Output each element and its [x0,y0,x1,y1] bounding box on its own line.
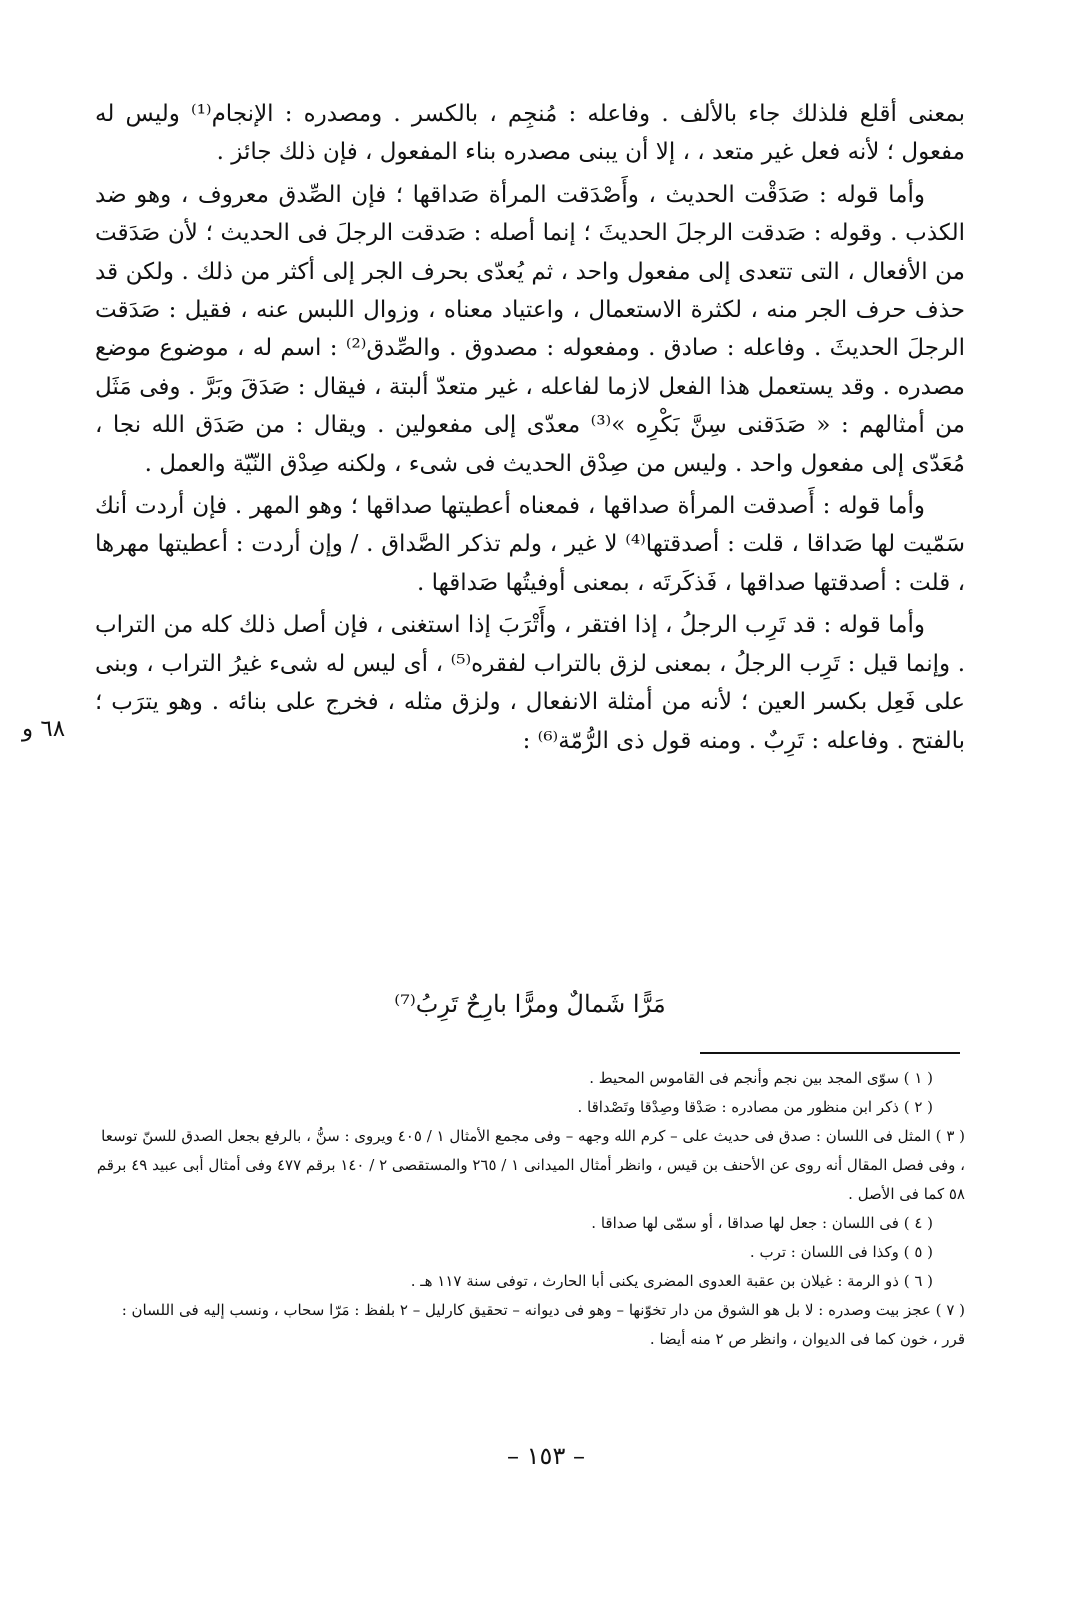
footnote-1: ( ١ ) سوّى المجد بين نجم وأنجم فى القاموس المحيط . [589,1069,933,1087]
footnote-3: ( ٣ ) المثل فى اللسان : صدق فى حديث على – كرم الله وجهه – وفى مجمع الأمثال ١ / ٤٠٥ ويروى : سنُّ ، بالرفع بجعل الصدق للسنّ توسعا ، وفى فصل المقال أنه روى عن الأحنف بن قيس ، وانظر أمثال الميدانى ١ / ٢٦٥ والمستقصى ٢ / ١٤٠ برقم ٤٧٧ وفى أمثال أبى عبيد ٤٩ برقم ٥٨ كما فى الأصل . [96,1127,965,1203]
paragraph-2: وأما قوله : صَدَقْت الحديث ، وأَصْدَقت المرأة صَداقها ؛ فإن الصِّدق معروف ، وهو ضد الكذب . وقوله : صَدقت الرجلَ الحديثَ ؛ إنما أصله : صَدقت الرجلَ فى الحديث ؛ لأن صَدَقت من الأفعال ، التى تتعدى إلى مفعول واحد ، ثم يُعدّى بحرف الجر إلى أكثر من ذلك . ولكن قد حذف حرف الجر منه ، لكثرة الاستعمال ، واعتياد معناه ، وزوال اللبس عنه ، فقيل : صَدَقت الرجلَ الحديثَ . وفاعله : صادق . ومفعوله : مصدوق . والصِّدق⁽²⁾ : اسم له ، موضوع موضع مصدره . وقد يستعمل هذا الفعل لازما لفاعله ، غير متعدّ ألبتة ، فيقال : صَدَقَ وبَرَّ . وفى مَثَل من أمثالهم : « صَدَقنى سِنَّ بَكْرِه »⁽³⁾ معدّى إلى مفعولين . ويقال : من صَدَق الله نجا ، مُعَدّى إلى مفعول واحد . وليس من صِدْق الحديث فى شىء ، ولكنه صِدْق النّيّة والعمل . [95,181,966,477]
footnotes [95,1064,965,1354]
paragraph-3: وأما قوله : أَصدقت المرأة صداقها ، فمعناه أعطيتها صداقها ؛ وهو المهر . فإن أردت أنك سَمّيت لها صَداقا ، قلت : أصدقتها⁽⁴⁾ لا غير ، ولم تذكر الصَّداق . / وإن أردت : أعطيتها مهرها ، قلت : أصدقتها صداقها ، فَذكَرتَه ، بمعنى أوفيتُها صَداقها . [95,493,965,596]
paragraph-1: بمعنى أقلع فلذلك جاء بالألف . وفاعله : مُنجِم ، بالكسر . ومصدره : الإنجام⁽¹⁾ وليس له مفعول ؛ لأنه فعل غير متعد ، ، إلا أن يبنى مصدره بناء المفعول ، فإن ذلك جائز . [95,101,965,166]
footnote-6: ( ٦ ) ذو الرمة : غيلان بن عقبة العدوى المضرى يكنى أبا الحارث ، توفى سنة ١١٧ هـ . [410,1272,933,1290]
footnote-divider [700,1052,960,1054]
footnote-7: ( ٧ ) عجز بيت وصدره : لا بل هو الشوق من دار تخوّنها – وهو فى ديوانه – تحقيق كارليل – ٢ بلفظ : مَرّا سحاب ، ونسب إليه فى اللسان : قرر ، خون كما فى الديوان ، وانظر ص ٢ منه أيضا . [121,1301,965,1348]
paragraph-4: وأما قوله : قد تَرِب الرجلُ ، إذا افتقر ، وأَتْرَبَ إذا استغنى ، فإن أصل ذلك كله من التراب . وإنما قيل : تَرِب الرجلُ ، بمعنى لزق بالتراب لفقره⁽⁵⁾ ، أى ليس له شىء غيرُ التراب ، وبنى على فَعِل بكسر العين ؛ لأنه من أمثلة الانفعال ، ولزق مثله ، فخرج على بنائه . وهو يترَب ؛ بالفتح . وفاعله : تَرِبٌ . ومنه قول ذى الرُّمّة⁽⁶⁾ : [95,612,966,754]
footnote-5: ( ٥ ) وكذا فى اللسان : ترب . [749,1243,933,1261]
main-text [95,95,965,760]
footnote-4: ( ٤ ) فى اللسان : جعل لها صداقا ، أو سمّى لها صداقا . [591,1214,933,1232]
footnote-2: ( ٢ ) ذكر ابن منظور من مصادره : صَدْقا وصِدْقا وتَصْداقا . [577,1098,933,1116]
page-number: – ١٥٣ – [507,1442,585,1470]
poetry-verse: مَرًّا شَمالٌ ومرًّا بارِحٌ تَرِبُ⁽⁷⁾ [394,990,666,1018]
manuscript-folio-marker: ٦٨ و [22,716,66,742]
